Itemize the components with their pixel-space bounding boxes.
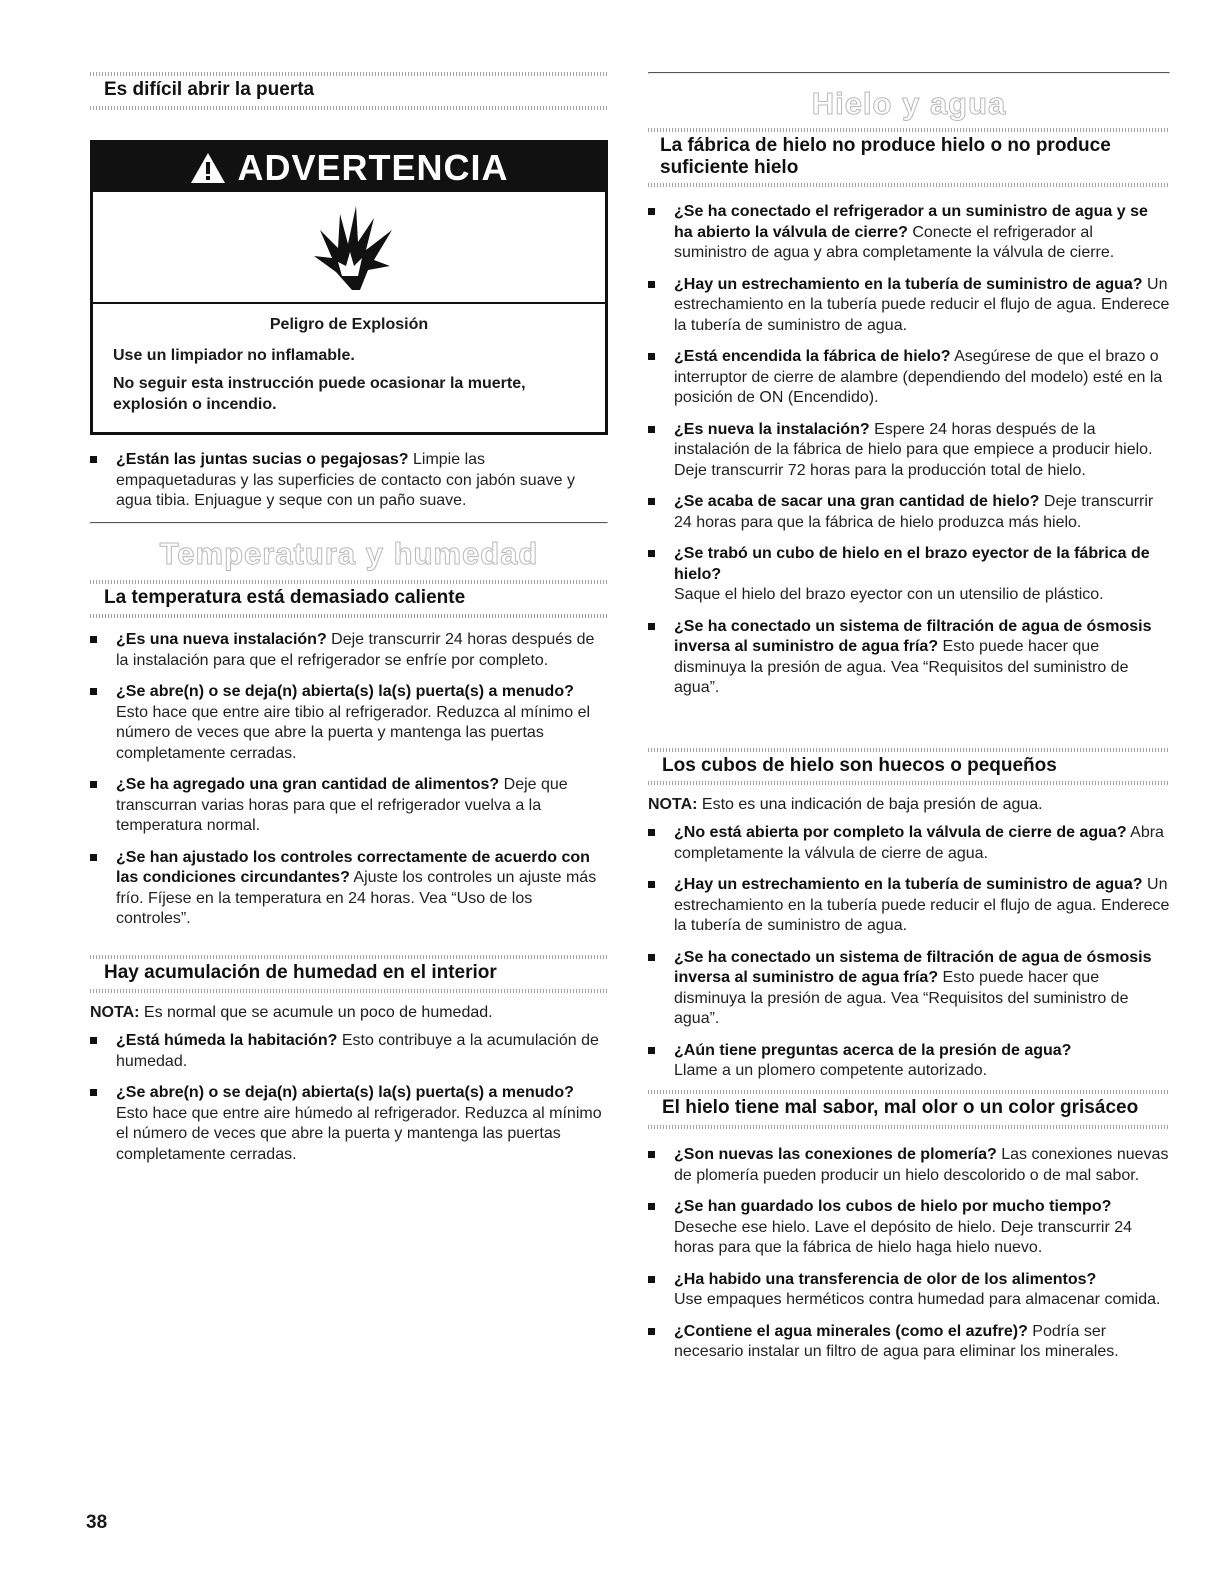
- bullet-icon: [648, 881, 655, 888]
- note-label: NOTA:: [648, 796, 698, 813]
- answer-text: Esto contribuye a la acumulación de humedad.: [116, 1032, 599, 1070]
- temp-list: [90, 630, 608, 930]
- bullet-icon: [648, 1151, 655, 1158]
- humid-list: [90, 1031, 608, 1165]
- list-item: [90, 1031, 608, 1072]
- bullet-icon: [90, 688, 97, 695]
- heading-rule-top: [90, 580, 608, 584]
- heading-rule-top: [90, 955, 608, 959]
- humid-heading: Hay acumulación de humedad en el interior: [104, 962, 497, 983]
- bullet-icon: [648, 1328, 655, 1335]
- answer-text: Deseche ese hielo. Lave el depósito de hielo. Deje transcurrir 24 horas para que la fábrica de hielo haga hielo nuevo.: [674, 1218, 1133, 1256]
- warning-triangle-icon: [189, 151, 227, 185]
- list-item: [648, 948, 1170, 1030]
- note-label: NOTA:: [90, 1004, 140, 1021]
- list-item: [648, 1197, 1170, 1259]
- heading-rule-bottom: [648, 183, 1170, 187]
- taste-list: [648, 1145, 1170, 1363]
- bullet-icon: [648, 353, 655, 360]
- bullet-icon: [90, 636, 97, 643]
- question-text: ¿Ha habido una transferencia de olor de los alimentos?: [674, 1270, 1097, 1288]
- question-text: ¿Se trabó un cubo de hielo en el brazo eyector de la fábrica de hielo?: [674, 545, 1150, 583]
- note-text: Esto es una indicación de baja presión de agua.: [697, 796, 1043, 813]
- question-text: ¿Es nueva la instalación?: [674, 420, 870, 438]
- warning-line-2: No seguir esta instrucción puede ocasionar la muerte, explosión o incendio.: [113, 375, 526, 413]
- warning-header: [93, 143, 605, 192]
- list-item: [648, 1270, 1170, 1311]
- temp-heading: La temperatura está demasiado caliente: [104, 587, 466, 608]
- section-rule: [90, 522, 608, 524]
- question-text: ¿Se ha conectado un sistema de filtración de agua de ósmosis inversa al suministro de agua fría?: [674, 617, 1152, 655]
- list-item: [648, 202, 1170, 264]
- warning-title: Peligro de Explosión: [269, 316, 429, 333]
- answer-text: Conecte el refrigerador al suministro de agua y abra completamente la válvula de cierre.: [674, 223, 1115, 261]
- question-text: ¿Se abre(n) o se deja(n) abierta(s) la(s) puerta(s) a menudo?: [116, 683, 574, 700]
- answer-text: Deje transcurrir 24 horas para que la fábrica de hielo produzca más hielo.: [674, 493, 1154, 531]
- section-title-ice: Hielo y agua: [811, 86, 1007, 121]
- question-text: ¿Se han ajustado los controles correctamente de acuerdo con las condiciones circundantes?: [116, 848, 590, 886]
- answer-text: Espere 24 horas después de la instalación de la fábrica de hielo para que empiece a producir hielo. Deje transcurrir 72 horas para la producción total de hielo.: [674, 420, 1153, 479]
- list-item: [648, 1322, 1170, 1363]
- note-text: Es normal que se acumule un poco de humedad.: [139, 1004, 493, 1021]
- bullet-icon: [648, 829, 655, 836]
- cubes-list: [648, 823, 1170, 1082]
- bullet-icon: [90, 1089, 97, 1096]
- question-text: ¿Son nuevas las conexiones de plomería?: [674, 1146, 997, 1163]
- question-text: ¿Contiene el agua minerales (como el azufre)?: [674, 1322, 1028, 1340]
- answer-text: Deje transcurrir 24 horas después de la instalación para que el refrigerador se enfríe por completo.: [116, 631, 595, 669]
- heading-rule-top: [648, 128, 1170, 132]
- warning-body: [93, 304, 605, 415]
- answer-text: Limpie las empaquetaduras y las superficies de contacto con jabón suave y agua tibia. Enjuague y seque con un paño suave.: [116, 451, 575, 509]
- list-item: [648, 1145, 1170, 1186]
- answer-text: Un estrechamiento en la tubería puede reducir el flujo de agua. Enderece la tubería de suministro de agua.: [674, 876, 1170, 934]
- answer-text: Use empaques herméticos contra humedad para almacenar comida.: [674, 1291, 1161, 1308]
- list-item: [90, 682, 608, 764]
- question-text: ¿Se acaba de sacar una gran cantidad de hielo?: [674, 493, 1040, 510]
- ice-list: [648, 202, 1170, 699]
- bullet-icon: [648, 1203, 655, 1210]
- question-text: ¿Se han guardado los cubos de hielo por mucho tiempo?: [674, 1198, 1112, 1215]
- list-item: [648, 823, 1170, 864]
- answer-text: Saque el hielo del brazo eyector con un utensilio de plástico.: [674, 586, 1104, 603]
- warning-box: [90, 140, 608, 435]
- door-heading: Es difícil abrir la puerta: [104, 79, 315, 100]
- warning-line-1: Use un limpiador no inflamable.: [113, 347, 355, 364]
- bullet-icon: [648, 1276, 655, 1283]
- bullet-icon: [90, 781, 97, 788]
- question-text: ¿Está húmeda la habitación?: [116, 1032, 338, 1049]
- humid-note: [90, 1003, 608, 1023]
- bullet-icon: [648, 498, 655, 505]
- answer-text: Deje que transcurran varias horas para que el refrigerador vuelva a la temperatura normal.: [116, 776, 568, 834]
- bullet-icon: [90, 854, 97, 861]
- list-item: [648, 544, 1170, 606]
- answer-text: Podría ser necesario instalar un filtro de agua para eliminar los minerales.: [674, 1322, 1119, 1360]
- bullet-icon: [648, 954, 655, 961]
- warning-icon-area: [93, 192, 605, 304]
- list-item: [90, 630, 608, 671]
- answer-text: Ajuste los controles un ajuste más frío. Fíjese en la temperatura en 24 horas. Vea “Uso de los controles”.: [116, 869, 597, 927]
- taste-heading: El hielo tiene mal sabor, mal olor o un color grisáceo: [662, 1097, 1139, 1118]
- bullet-icon: [648, 208, 655, 215]
- answer-text: Asegúrese de que el brazo o interruptor de cierre de alambre (dependiendo del modelo) esté en la posición de ON (Encendido).: [674, 348, 1163, 406]
- question-text: ¿Hay un estrechamiento en la tubería de suministro de agua?: [674, 876, 1143, 893]
- bullet-icon: [90, 456, 97, 463]
- question-text: ¿Se abre(n) o se deja(n) abierta(s) la(s) puerta(s) a menudo?: [116, 1084, 574, 1101]
- cubes-heading: Los cubos de hielo son huecos o pequeños: [662, 755, 1057, 776]
- list-item: [90, 848, 608, 930]
- answer-text: Esto puede hacer que disminuya la presión de agua. Vea “Requisitos del suministro de agua”.: [674, 638, 1129, 696]
- warning-header-text: ADVERTENCIA: [237, 146, 509, 188]
- heading-rule-bottom: [648, 781, 1170, 785]
- bullet-icon: [648, 426, 655, 433]
- question-text: ¿Se ha agregado una gran cantidad de alimentos?: [116, 776, 500, 793]
- heading-rule-top: [648, 748, 1170, 752]
- question-text: ¿Aún tiene preguntas acerca de la presión de agua?: [674, 1041, 1072, 1059]
- explosion-icon: [308, 200, 396, 292]
- question-text: ¿Es una nueva instalación?: [116, 631, 327, 648]
- heading-rule-bottom: [90, 106, 608, 110]
- heading-rule-top: [90, 72, 608, 76]
- list-item: [90, 1083, 608, 1165]
- list-item: [648, 347, 1170, 409]
- list-item: [648, 617, 1170, 699]
- answer-text: Las conexiones nuevas de plomería pueden producir un hielo descolorido o de mal sabor.: [674, 1146, 1169, 1184]
- list-item: [648, 1041, 1170, 1082]
- section-rule: [648, 72, 1170, 74]
- answer-text: Abra completamente la válvula de cierre de agua.: [674, 824, 1164, 862]
- question-text: ¿Se ha conectado el refrigerador a un suministro de agua y se ha abierto la válvula de cierre?: [674, 203, 1148, 241]
- door-list: [90, 450, 608, 512]
- answer-text: Esto hace que entre aire tibio al refrigerador. Reduzca al mínimo el número de veces que abre la puerta y mantenga las puertas completamente cerradas.: [116, 703, 591, 762]
- bullet-icon: [648, 623, 655, 630]
- list-item: [648, 875, 1170, 937]
- question-text: ¿Se ha conectado un sistema de filtración de agua de ósmosis inversa al suministro de agua fría?: [674, 948, 1152, 986]
- heading-rule-bottom: [90, 989, 608, 993]
- list-item: [90, 450, 608, 512]
- page-number: 38: [86, 1512, 108, 1533]
- question-text: ¿Está encendida la fábrica de hielo?: [674, 348, 951, 365]
- question-text: ¿Están las juntas sucias o pegajosas?: [116, 451, 409, 468]
- list-item: [648, 275, 1170, 337]
- answer-text: Un estrechamiento en la tubería puede reducir el flujo de agua. Enderece la tubería de suministro de agua.: [674, 275, 1170, 334]
- heading-rule-top: [648, 1090, 1170, 1094]
- bullet-icon: [648, 550, 655, 557]
- bullet-icon: [90, 1037, 97, 1044]
- question-text: ¿Hay un estrechamiento en la tubería de suministro de agua?: [674, 275, 1143, 293]
- answer-text: Llame a un plomero competente autorizado.: [674, 1062, 988, 1079]
- bullet-icon: [648, 281, 655, 288]
- heading-rule-bottom: [90, 614, 608, 618]
- list-item: [648, 420, 1170, 482]
- list-item: [90, 775, 608, 837]
- list-item: [648, 492, 1170, 533]
- question-text: ¿No está abierta por completo la válvula de cierre de agua?: [674, 824, 1127, 841]
- answer-text: Esto hace que entre aire húmedo al refrigerador. Reduzca al mínimo el número de veces que abre la puerta y mantenga las puertas completamente cerradas.: [116, 1104, 602, 1163]
- cubes-note: [648, 795, 1170, 815]
- section-title-temperature: Temperatura y humedad: [159, 536, 539, 571]
- bullet-icon: [648, 1047, 655, 1054]
- answer-text: Esto puede hacer que disminuya la presión de agua. Vea “Requisitos del suministro de agua”.: [674, 969, 1129, 1027]
- heading-rule-bottom: [648, 1125, 1170, 1129]
- ice-heading: La fábrica de hielo no produce hielo o no produce suficiente hielo: [660, 135, 1111, 178]
